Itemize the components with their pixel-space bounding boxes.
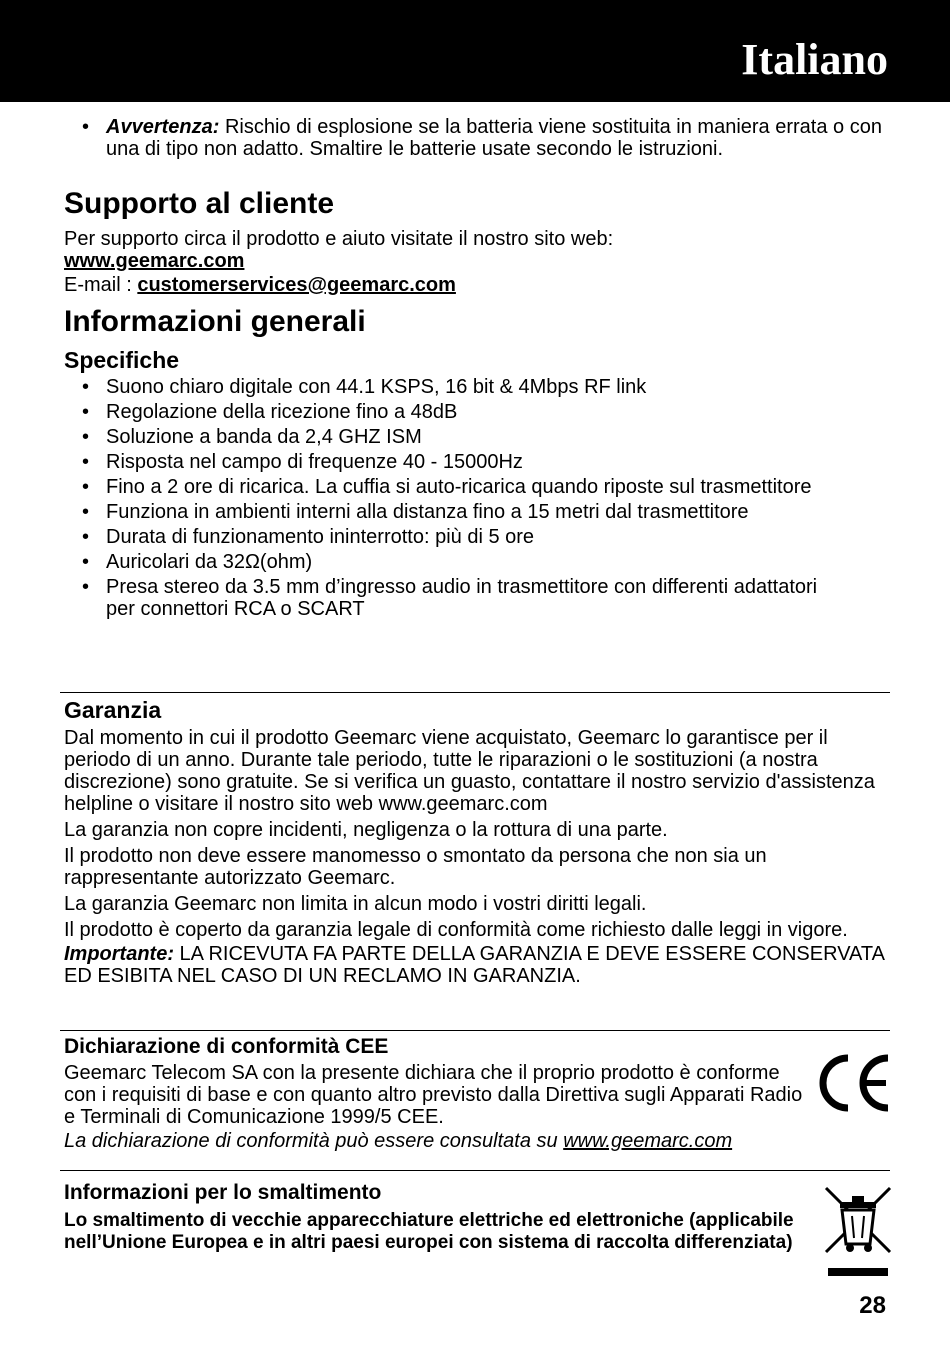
section-divider xyxy=(60,1170,890,1171)
conformity-text: Geemarc Telecom SA con la presente dichiara che il proprio prodotto è conforme con i requisiti di base e con quanto altro previsto dalla Direttiva sugli Apparati Radio e Terminali di Comunicazione 1999/5 CEE. xyxy=(64,1062,803,1128)
warning-text: Rischio di esplosione se la batteria viene sostituita in maniera errata o con una di tipo non adatto. Smaltire le batterie usate secondo le istruzioni. xyxy=(106,116,882,160)
ce-mark-graphic xyxy=(814,1048,894,1118)
spec-item: • Durata di funzionamento ininterrotto: più di 5 ore xyxy=(64,526,890,548)
support-website-link[interactable]: www.geemarc.com xyxy=(64,250,245,272)
page-number: 28 xyxy=(859,1292,886,1319)
warranty-paragraph: Il prodotto è coperto da garanzia legale di conformità come richiesto dalle leggi in vigore. xyxy=(64,919,848,941)
disposal-text: Lo smaltimento di vecchie apparecchiature elettriche ed elettroniche (applicabile nell’Unione Europea e in altri paesi europei con sistema di raccolta differenziata) xyxy=(64,1210,794,1253)
warning-bullet xyxy=(64,116,890,160)
warranty-paragraph: Dal momento in cui il prodotto Geemarc viene acquistato, Geemarc lo garantisce per il periodo di un anno. Durante tale periodo, tutte le riparazioni o le sostituzioni (a nostra discrezione) sono gratuite. Se si verifica un guasto, contattare il nostro servizio d'assistenza helpline o visitare il nostro sito web www.geemarc.com xyxy=(64,727,875,815)
warranty-paragraph: La garanzia Geemarc non limita in alcun modo i vostri diritti legali. xyxy=(64,893,647,915)
page-content xyxy=(64,116,890,620)
spec-item: • Fino a 2 ore di ricarica. La cuffia si auto-ricarica quando riposte sul trasmettitore xyxy=(64,476,890,498)
support-email-line xyxy=(64,274,890,296)
disposal-section xyxy=(64,1180,804,1254)
conformity-link[interactable]: www.geemarc.com xyxy=(563,1130,733,1152)
email-label: E-mail : xyxy=(64,274,138,296)
support-email-link[interactable]: customerservices@geemarc.com xyxy=(137,274,456,296)
section-divider xyxy=(60,692,890,693)
conformity-heading: Dichiarazione di conformità CEE xyxy=(64,1035,389,1058)
spec-item: • Presa stereo da 3.5 mm d’ingresso audio in trasmettitore con differenti adattatori per connettori RCA o SCART xyxy=(64,576,890,620)
ce-mark-icon xyxy=(814,1048,894,1123)
conformity-note: La dichiarazione di conformità può essere consultata su www.geemarc.com xyxy=(64,1130,733,1152)
important-label: Importante: xyxy=(64,943,174,965)
general-heading: Informazioni generali xyxy=(64,305,366,338)
spec-item: • Risposta nel campo di frequenze 40 - 15000Hz xyxy=(64,451,890,473)
spec-item: • Auricolari da 32Ω(ohm) xyxy=(64,551,890,573)
warranty-section xyxy=(64,695,890,987)
spec-item: • Funziona in ambienti interni alla distanza fino a 15 metri dal trasmettitore xyxy=(64,501,890,523)
important-text: LA RICEVUTA FA PARTE DELLA GARANZIA E DEVE ESSERE CONSERVATA ED ESIBITA NEL CASO DI UN RECLAMO IN GARANZIA. xyxy=(64,943,884,987)
section-divider xyxy=(60,1030,890,1031)
warranty-heading: Garanzia xyxy=(64,697,162,723)
weee-graphic xyxy=(822,1184,894,1279)
weee-crossed-bin-icon xyxy=(822,1184,894,1284)
support-heading: Supporto al cliente xyxy=(64,187,335,220)
spec-item: • Soluzione a banda da 2,4 GHZ ISM xyxy=(64,426,890,448)
conformity-section xyxy=(64,1034,804,1152)
warranty-paragraph: Il prodotto non deve essere manomesso o smontato da persona che non sia un rappresentante autorizzato Geemarc. xyxy=(64,845,767,889)
specs-list xyxy=(64,376,890,620)
warning-label: Avvertenza: xyxy=(106,116,220,138)
spec-item: • Regolazione della ricezione fino a 48dB xyxy=(64,401,890,423)
spec-item: • Suono chiaro digitale con 44.1 KSPS, 16 bit & 4Mbps RF link xyxy=(64,376,890,398)
page-header xyxy=(0,0,950,102)
warranty-important xyxy=(64,943,890,987)
support-intro: Per supporto circa il prodotto e aiuto visitate il nostro sito web: xyxy=(64,228,614,250)
warranty-paragraph: La garanzia non copre incidenti, negligenza o la rottura di una parte. xyxy=(64,819,668,841)
disposal-heading: Informazioni per lo smaltimento xyxy=(64,1181,382,1204)
header-title: Italiano xyxy=(741,35,888,84)
specs-heading: Specifiche xyxy=(64,347,180,373)
